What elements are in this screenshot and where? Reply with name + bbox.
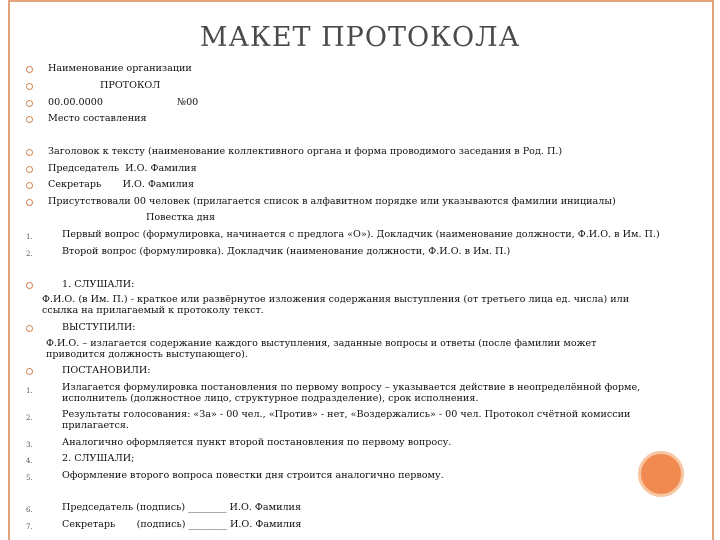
listened-heading: 1. СЛУШАЛИ:	[62, 279, 135, 290]
frame-right-border	[712, 0, 714, 540]
bullet-icon	[26, 182, 33, 189]
bullet-icon	[26, 100, 33, 107]
list-item	[0, 382, 700, 406]
decision-3: Аналогично оформляется пункт второй постановления по первому вопросу.	[62, 437, 452, 448]
item-number: 7.	[26, 523, 33, 531]
bullet-icon	[26, 325, 33, 332]
bullet-icon	[26, 199, 33, 206]
decision-5: Оформление второго вопроса повестки дня строится аналогично первому.	[62, 470, 444, 481]
agenda-heading: Повестка дня	[146, 212, 216, 223]
protocol-word: ПРОТОКОЛ	[100, 80, 161, 91]
present: Присутствовали 00 человек (прилагается список в алфавитном порядке или указываются фамилии инициалы)	[48, 196, 616, 207]
bullet-icon	[26, 66, 33, 73]
item-number: 6.	[26, 506, 33, 514]
item-number: 1.	[26, 387, 33, 395]
decision-1: Излагается формулировка постановления по первому вопросу – указывается действие в неопределённой форме, исполнитель (должностное лицо, структурное подразделение), срок исполнения.	[62, 382, 641, 404]
spoke-heading: ВЫСТУПИЛИ:	[62, 322, 136, 333]
bullet-icon	[26, 166, 33, 173]
place: Место составления	[48, 113, 147, 124]
list-item	[0, 409, 700, 433]
spoke-block	[0, 338, 700, 362]
listened-text: Ф.И.О. (в Им. П.) - краткое или развёрнутое изложения содержания выступления (от третьего лица ед. числа) или ссылка на прилагаемый к протоколу текст.	[42, 294, 630, 316]
signature-secretary: Секретарь (подпись) ________ И.О. Фамилия	[62, 519, 302, 530]
bullet-icon	[26, 368, 33, 375]
agenda-item-2: Второй вопрос (формулировка). Докладчик (наименование должности, Ф.И.О. в Им. П.)	[62, 246, 511, 257]
chairman: Председатель И.О. Фамилия	[48, 163, 197, 174]
decided-heading: ПОСТАНОВИЛИ:	[62, 365, 151, 376]
signature-chair: Председатель (подпись) ________ И.О. Фамилия	[62, 502, 302, 513]
decision-2: Результаты голосования: «За» - 00 чел., «Против» - нет, «Воздержались» - 00 чел. Протокол счётной комиссии прилагается.	[62, 409, 631, 431]
item-number: 5.	[26, 474, 33, 482]
decision-4: 2. СЛУШАЛИ;	[62, 453, 135, 464]
spoke-text: Ф.И.О. – излагается содержание каждого выступления, заданные вопросы и ответы (после фамилии может приводится должность выступающего).	[46, 338, 597, 360]
heading-text: Заголовок к тексту (наименование коллективного органа и форма проводимого заседания в Род. П.)	[48, 146, 563, 157]
item-number: 2.	[26, 250, 33, 258]
bullet-icon	[26, 282, 33, 289]
page-title: МАКЕТ ПРОТОКОЛА	[199, 22, 521, 53]
item-number: 2.	[26, 414, 33, 422]
bullet-icon	[26, 116, 33, 123]
bullet-icon	[26, 83, 33, 90]
listened-block	[0, 294, 700, 318]
protocol-number: №00	[177, 97, 199, 108]
frame-left-border	[8, 0, 10, 540]
protocol-date: 00.00.0000	[48, 97, 103, 108]
item-number: 1.	[26, 233, 33, 241]
decorative-circle	[638, 451, 684, 497]
org-name: Наименование организации	[48, 63, 192, 74]
secretary: Секретарь И.О. Фамилия	[48, 179, 195, 190]
bullet-icon	[26, 149, 33, 156]
agenda-item-1: Первый вопрос (формулировка, начинается с предлога «О»). Докладчик (наименование должности, Ф.И.О. в Им. П.)	[62, 229, 660, 240]
item-number: 4.	[26, 457, 33, 465]
frame-top-border	[8, 0, 714, 8]
item-number: 3.	[26, 441, 33, 449]
